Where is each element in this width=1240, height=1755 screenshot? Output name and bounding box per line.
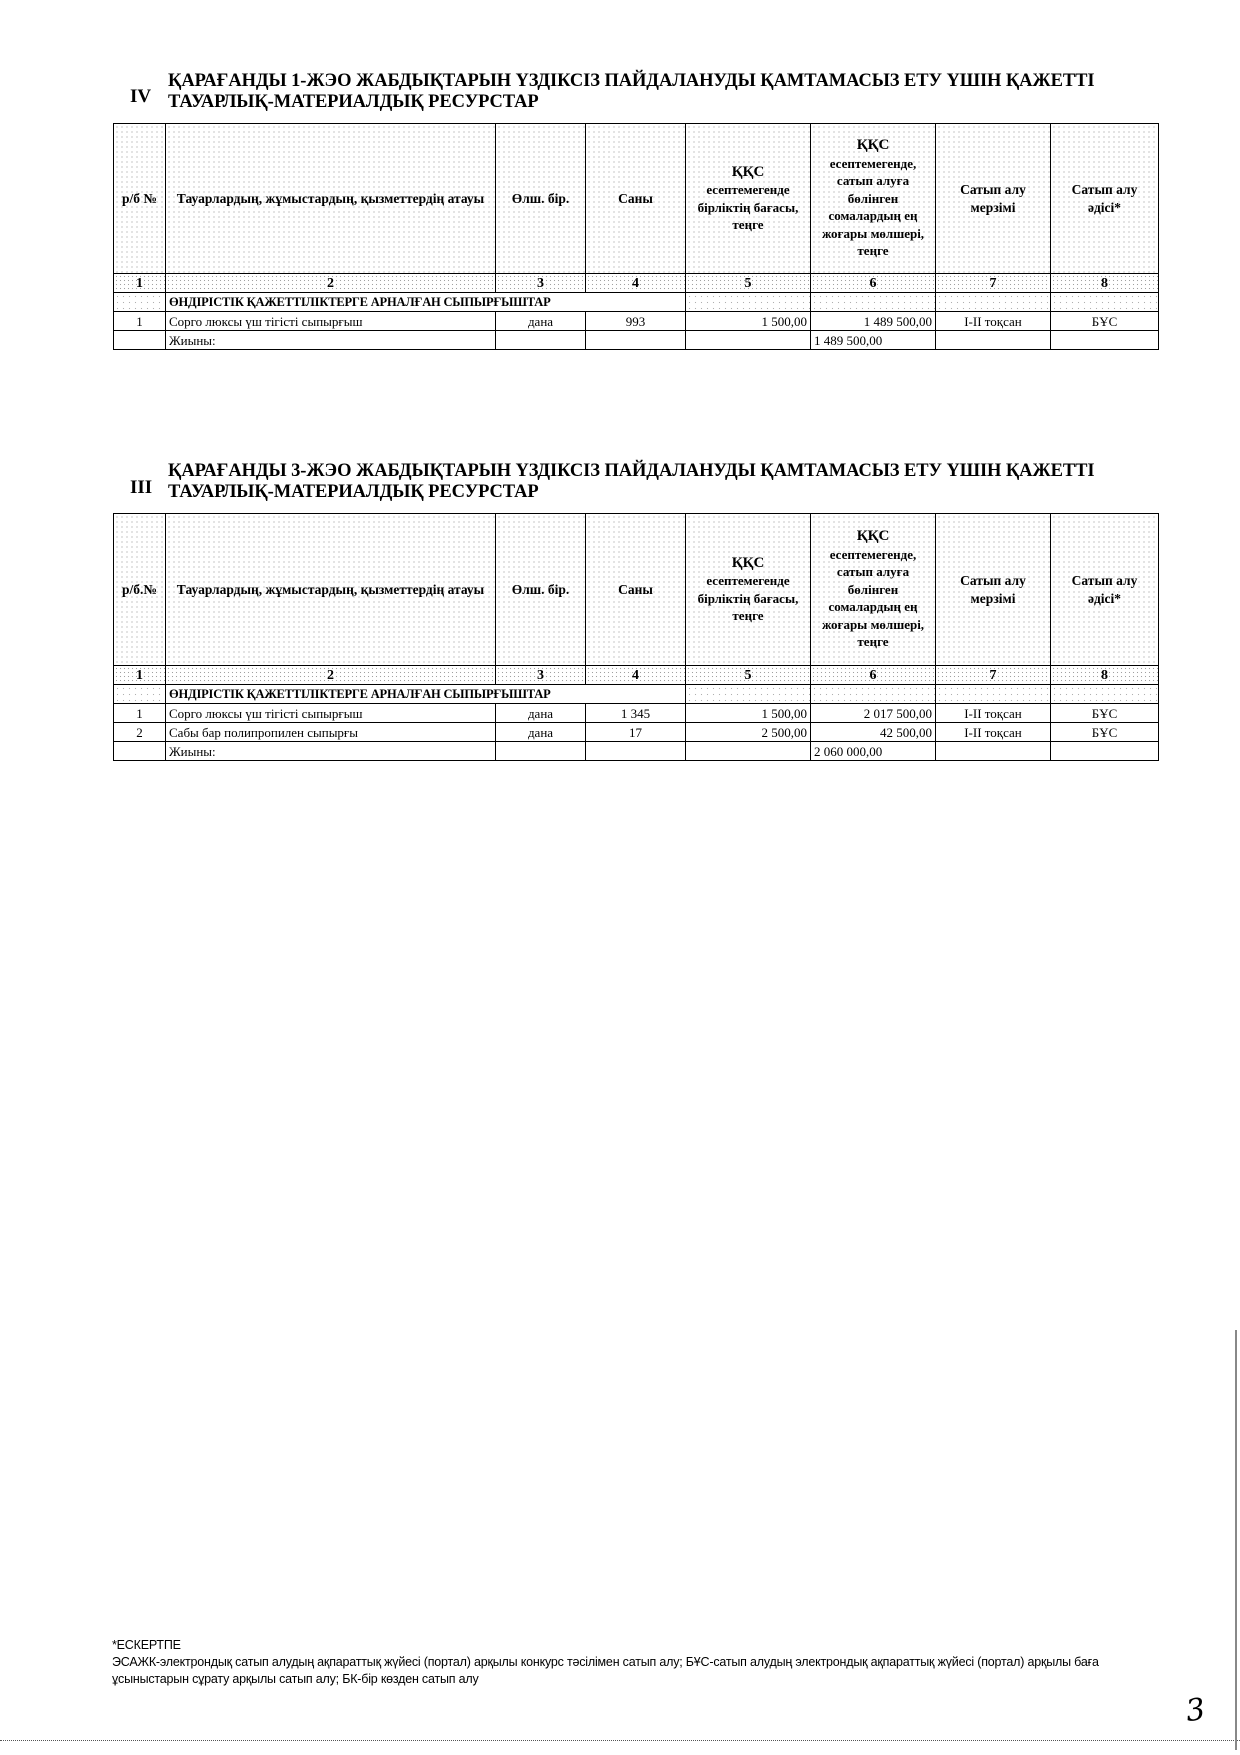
resources-table [113,513,1159,761]
total-empty-cell [114,742,166,761]
total-empty-cell [586,331,686,350]
section-roman-numeral: III [130,477,153,498]
total-empty-cell [1051,331,1159,350]
category-row [114,293,1159,312]
total-empty-cell [936,742,1051,761]
total-empty-cell [586,742,686,761]
row-amount: 1 489 500,00 [811,312,936,331]
header-method: Сатып алу әдісі* [1051,124,1159,274]
footnote [112,1637,1172,1688]
header-unit-price-text: есептемегенде бірліктің бағасы, теңге [697,573,799,623]
row-amount: 42 500,00 [811,723,936,742]
section-title-line1: ҚАРАҒАНДЫ 1-ЖЭО ЖАБДЫҚТАРЫН ҮЗДІКСІЗ ПАЙДАЛАНУДЫ ҚАМТАМАСЫЗ ЕТУ ҮШІН ҚАЖЕТТІ [168,71,1095,91]
category-empty-cell [686,685,811,704]
header-method: Сатып алу әдісі* [1051,514,1159,666]
scan-edge-line [0,1740,1240,1741]
row-amount: 2 017 500,00 [811,704,936,723]
row-price: 2 500,00 [686,723,811,742]
section-title-line2: ТАУАРЛЫҚ-МАТЕРИАЛДЫҚ РЕСУРСТАР [168,482,539,502]
table-row [114,704,1159,723]
column-number: 1 [114,274,166,293]
row-qty: 993 [586,312,686,331]
column-number: 4 [586,274,686,293]
category-empty-cell [686,293,811,312]
total-empty-cell [1051,742,1159,761]
row-name: Сорго люксы үш тігісті сыпырғыш [166,704,496,723]
category-empty-cell [114,293,166,312]
table-row [114,312,1159,331]
column-number: 8 [1051,274,1159,293]
row-period: I-II тоқсан [936,704,1051,723]
total-empty-cell [496,742,586,761]
category-empty-cell [114,685,166,704]
total-empty-cell [686,742,811,761]
column-number-row [114,274,1159,293]
header-max-amount-text: есептемегенде, сатып алуға бөлінген сомалардың ең жоғары мөлшері, теңге [821,155,925,259]
column-number: 7 [936,666,1051,685]
column-number: 7 [936,274,1051,293]
header-unit: Өлш. бір. [496,124,586,274]
total-row [114,742,1159,761]
section-title-line2: ТАУАРЛЫҚ-МАТЕРИАЛДЫҚ РЕСУРСТАР [168,92,539,112]
column-number: 6 [811,274,936,293]
total-label: Жиыны: [166,331,496,350]
row-num: 1 [114,704,166,723]
row-unit: дана [496,312,586,331]
total-empty-cell [686,331,811,350]
column-number-row [114,666,1159,685]
header-qty: Саны [586,124,686,274]
header-max-amount [811,124,936,274]
column-number: 2 [166,274,496,293]
header-unit-price [686,124,811,274]
category-label: ӨНДІРІСТІК ҚАЖЕТТІЛІКТЕРГЕ АРНАЛҒАН СЫПЫРҒЫШТАР [166,685,686,704]
row-method: БҰС [1051,723,1159,742]
row-num: 2 [114,723,166,742]
row-price: 1 500,00 [686,312,811,331]
category-empty-cell [811,685,936,704]
category-empty-cell [1051,685,1159,704]
category-empty-cell [1051,293,1159,312]
total-row [114,331,1159,350]
row-name: Сорго люксы үш тігісті сыпырғыш [166,312,496,331]
header-num: р/б.№ [114,514,166,666]
column-number: 1 [114,666,166,685]
total-empty-cell [936,331,1051,350]
column-number: 8 [1051,666,1159,685]
scan-edge-mark [1235,1330,1237,1750]
column-number: 5 [686,274,811,293]
header-qty: Саны [586,514,686,666]
header-row [114,514,1159,666]
column-number: 3 [496,666,586,685]
category-empty-cell [936,293,1051,312]
total-amount: 2 060 000,00 [811,742,936,761]
column-number: 3 [496,274,586,293]
column-number: 4 [586,666,686,685]
category-row [114,685,1159,704]
header-unit-price-text: есептемегенде бірліктің бағасы, теңге [697,182,799,232]
column-number: 6 [811,666,936,685]
section-roman-numeral: IV [130,86,152,107]
category-empty-cell [811,293,936,312]
header-name: Тауарлардың, жұмыстардың, қызметтердің атауы [166,124,496,274]
row-method: БҰС [1051,312,1159,331]
row-period: I-II тоқсан [936,723,1051,742]
header-num: р/б № [114,124,166,274]
header-unit-price-vat: ҚҚС [731,163,765,180]
header-max-amount-text: есептемегенде, сатып алуға бөлінген сомалардың ең жоғары мөлшері, теңге [821,546,925,650]
row-num: 1 [114,312,166,331]
header-period: Сатып алу мерзімі [936,514,1051,666]
resources-table [113,123,1159,350]
table-row [114,723,1159,742]
row-name: Сабы бар полипропилен сыпырғы [166,723,496,742]
header-unit-price [686,514,811,666]
column-number: 2 [166,666,496,685]
total-label: Жиыны: [166,742,496,761]
category-empty-cell [936,685,1051,704]
section-title [168,461,1094,503]
row-price: 1 500,00 [686,704,811,723]
row-period: I-II тоқсан [936,312,1051,331]
header-max-amount-vat: ҚҚС [856,528,890,545]
row-qty: 17 [586,723,686,742]
header-name: Тауарлардың, жұмыстардың, қызметтердің атауы [166,514,496,666]
row-method: БҰС [1051,704,1159,723]
header-unit-price-vat: ҚҚС [731,554,765,571]
footnote-text: ЭСАЖК-электрондық сатып алудың ақпараттық жүйесі (портал) арқылы конкурс тәсілімен сатып алу; БҰС-сатып алудың электрондық ақпараттық жүйесі (портал) арқылы баға ұсыныстарын сұрату арқылы сатып алу; БК-бір көзден сатып алу [112,1655,1099,1686]
header-unit: Өлш. бір. [496,514,586,666]
column-number: 5 [686,666,811,685]
row-qty: 1 345 [586,704,686,723]
section-title-line1: ҚАРАҒАНДЫ 3-ЖЭО ЖАБДЫҚТАРЫН ҮЗДІКСІЗ ПАЙДАЛАНУДЫ ҚАМТАМАСЫЗ ЕТУ ҮШІН ҚАЖЕТТІ [168,461,1095,481]
total-empty-cell [496,331,586,350]
header-period: Сатып алу мерзімі [936,124,1051,274]
total-empty-cell [114,331,166,350]
row-unit: дана [496,723,586,742]
header-max-amount [811,514,936,666]
page-number: 3 [1183,1691,1208,1730]
section-title [168,71,1094,113]
category-label: ӨНДІРІСТІК ҚАЖЕТТІЛІКТЕРГЕ АРНАЛҒАН СЫПЫРҒЫШТАР [166,293,686,312]
header-max-amount-vat: ҚҚС [856,137,890,154]
header-row [114,124,1159,274]
total-amount: 1 489 500,00 [811,331,936,350]
row-unit: дана [496,704,586,723]
footnote-title: *ЕСКЕРТПЕ [112,1638,181,1652]
